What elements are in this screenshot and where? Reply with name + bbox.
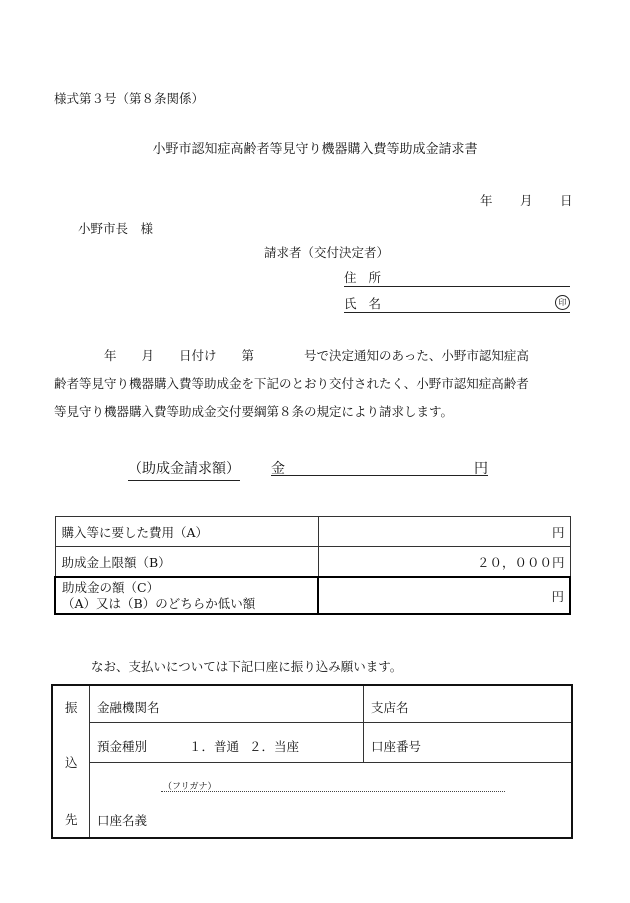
furigana-label: （フリガナ） [163,782,217,792]
date-month-label: 月 [520,193,533,208]
row-divider [89,762,571,763]
name-label: 氏名 [344,296,394,311]
amount-prefix: 金 [271,461,285,477]
form-title: 小野市認知症高齢者等見守り機器購入費等助成金請求書 [152,142,478,157]
subsidy-amount-title: 助成金の額（C） [62,579,160,595]
purchase-cost-value[interactable]: 円 [318,517,570,547]
cost-table [54,516,571,615]
column-divider [363,686,364,762]
address-field[interactable] [344,268,570,287]
amount-suffix: 円 [474,461,488,477]
row-divider [89,722,571,723]
deposit-option-ordinary[interactable]: １．普通 [189,739,240,754]
amount-input[interactable] [271,475,488,476]
subsidy-amount-value[interactable]: 円 [318,577,570,614]
request-paragraph [54,342,584,426]
purchase-cost-label: 購入等に要した費用（A） [55,517,318,547]
table-row [55,517,570,547]
account-number-label: 口座番号 [371,739,422,754]
payment-notice: なお、支払いについては下記口座に振り込み願います。 [91,659,403,674]
institution-label: 金融機関名 [97,700,160,715]
form-number: 様式第３号（第８条関係） [54,91,205,106]
account-holder-label: 口座名義 [97,813,148,828]
requested-amount-label: （助成金請求額） [128,458,240,481]
paragraph-line: 齢者等見守り機器購入費等助成金を下記のとおり交付されたく、小野市認知症高齢者 [54,376,529,391]
bank-transfer-table [51,684,573,839]
subsidy-limit-value: ２０，０００円 [318,547,570,578]
subsidy-amount-note: （A）又は（B）のどちらか低い額 [62,595,256,611]
transfer-label-char: 先 [65,812,78,827]
transfer-label-char: 振 [65,700,78,715]
paragraph-line: 等見守り機器購入費等助成金交付要綱第８条の規定により請求します。 [54,404,454,419]
transfer-label-char: 込 [65,755,78,770]
seal-icon: 印 [555,295,570,310]
deposit-type-label: 預金種別 [97,739,148,754]
subsidy-limit-label: 助成金上限額（B） [55,547,318,578]
addressee: 小野市長 様 [78,221,154,236]
date-year-label: 年 [480,193,493,208]
branch-label: 支店名 [371,700,409,715]
address-label: 住所 [344,270,394,285]
deposit-option-checking[interactable]: ２．当座 [249,739,300,754]
paragraph-line: 年 月 日付け 第 号で決定通知のあった、小野市認知症高 [54,348,529,363]
date-day-label: 日 [560,193,573,208]
subsidy-amount-label [55,577,318,614]
name-field[interactable] [344,294,570,313]
table-row [55,577,570,614]
furigana-line[interactable] [161,791,505,792]
transfer-destination-column [53,686,90,837]
table-row [55,547,570,578]
claimant-heading: 請求者（交付決定者） [264,245,390,260]
